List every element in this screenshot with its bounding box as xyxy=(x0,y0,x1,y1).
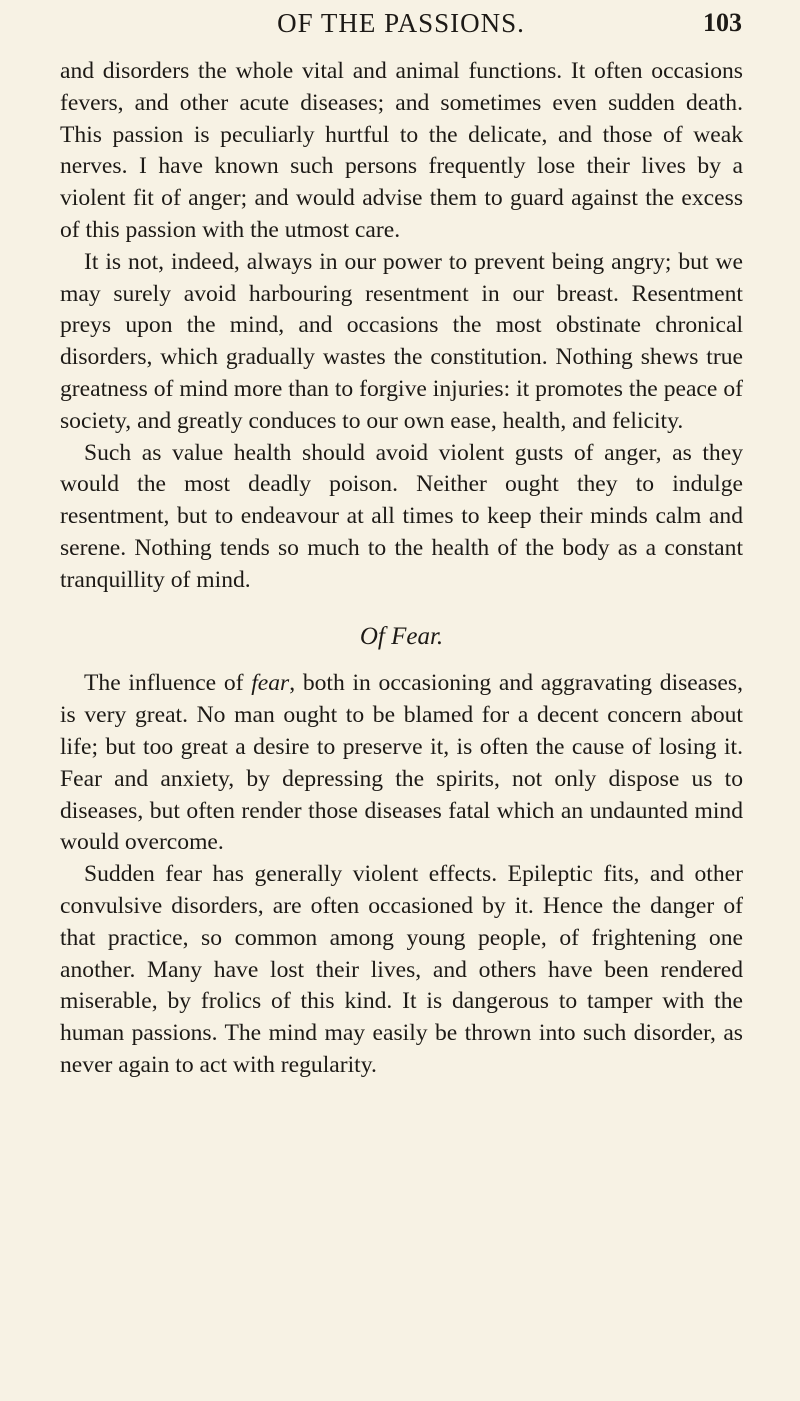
paragraph-sudden-fear: Sudden fear has generally violent effects. Epileptic fits, and other convulsive disorders, are often occasioned by it. Hence the danger of that practice, so common among young people, of frightening one another. Many have lost their lives, and others have been rendered miserable, by frolics of this kind. It is dangerous to tamper with the human passions. The mind may easily be thrown into such disorder, as never again to act with regularity. xyxy=(60,861,743,1078)
paragraph-value-health: Such as value health should avoid violent gusts of anger, as they would the most deadly poison. Neither ought they to indulge resentment, but to endeavour at all times to keep their minds calm and serene. Nothing tends so much to the health of the body as a constant tranquillity of mind. xyxy=(60,439,743,593)
section-heading-of-fear: Of Fear. xyxy=(359,622,444,650)
paragraph-influence-of-fear xyxy=(60,668,743,859)
body-text xyxy=(60,56,743,1082)
fear-text-after: , both in occasioning and aggravating diseases, is very great. No man ought to be blamed for a decent concern about life; but too great a desire to preserve it, is often the cause of losing it. Fear and anxiety, by depressing the spirits, not only dispose us to diseases, but often render those diseases fatal which an undaunted mind would overcome. xyxy=(60,670,743,856)
running-head xyxy=(60,6,742,46)
paragraph-resentment: It is not, indeed, always in our power to prevent being angry; but we may surely avoid harbouring resentment in our breast. Resentment preys upon the mind, and occasions the most obstinate chronical disorders, which gradually wastes the constitution. Nothing shews true greatness of mind more than to forgive injuries: it promotes the peace of society, and greatly conduces to our own ease, health, and felicity. xyxy=(60,248,743,434)
fear-emphasis: fear xyxy=(251,670,290,697)
fear-text-before: The influence of xyxy=(84,670,252,697)
running-head-title: OF THE PASSIONS. xyxy=(277,8,525,38)
paragraph-anger-continued: and disorders the whole vital and animal functions. It often occasions fevers, and other acute diseases; and sometimes even sudden death. This passion is peculiarly hurtful to the delicate, and those of weak nerves. I have known such persons frequently lose their lives by a violent fit of anger; and would advise them to guard against the excess of this passion with the utmost care. xyxy=(60,58,743,243)
page-number: 103 xyxy=(703,8,742,37)
